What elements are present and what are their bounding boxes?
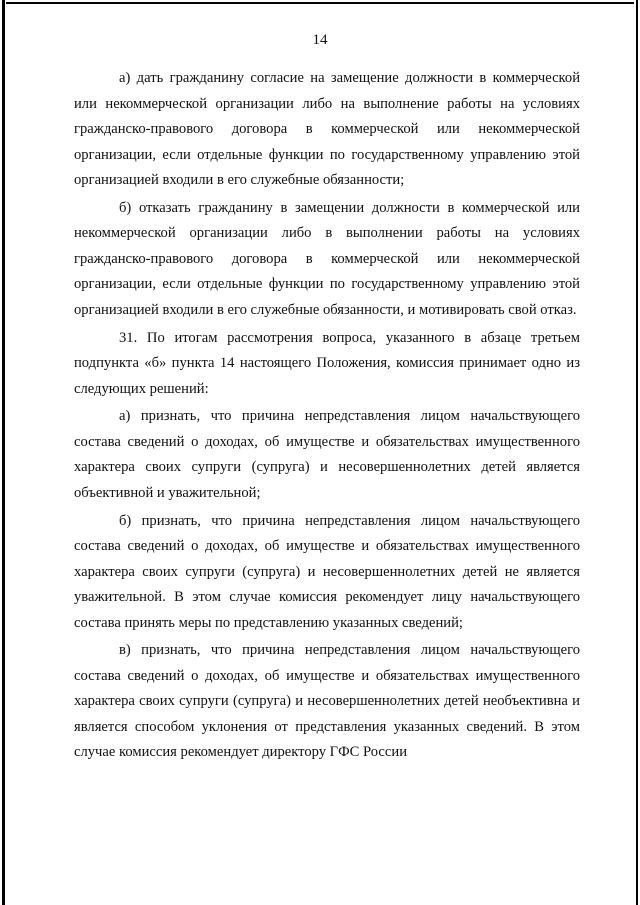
scan-border-right [636,0,638,905]
scan-border-top [6,2,634,4]
scan-border-left [2,0,5,905]
page-number: 14 [312,32,328,48]
paragraph-31v: в) признать, что причина непредставления лицом начальствующего состава сведений о доходах, об имуществе и обязательствах имущественного характера своих супруги (супруга) и несовершеннолетних детей необъективна и является способом уклонения от представления указанных сведений. В этом случае комиссия рекомендует директору ГФС России [74,642,580,761]
paragraph-30a: а) дать гражданину согласие на замещение должности в коммерческой или некоммерческой организации либо на выполнение работы на условиях гражданско-правового договора в коммерческой или некоммерческой организации, если отдельные функции по государственному управлению этой организацией входили в его служебные обязанности; [74,70,580,188]
document-body [74,66,580,768]
paragraph-31a: а) признать, что причина непредставления лицом начальствующего состава сведений о доходах, об имуществе и обязательствах имущественного характера своих супруги (супруга) и несовершеннолетних детей является объективной и уважительной; [74,408,580,501]
paragraph-30b: б) отказать гражданину в замещении должности в коммерческой или некоммерческой организации либо в выполнении работы на условиях гражданско-правового договора в коммерческой или некоммерческой организации, если отдельные функции по государственному управлению этой организацией входили в его служебные обязанности, и мотивировать свой отказ. [74,199,580,318]
paragraph-31b: б) признать, что причина непредставления лицом начальствующего состава сведений о доходах, об имуществе и обязательствах имущественного характера своих супруги (супруга) и несовершеннолетних детей не является уважительной. В этом случае комиссия рекомендует лицу начальствующего состава принять меры по представлению указанных сведений; [74,512,580,631]
paragraph-31: 31. По итогам рассмотрения вопроса, указанного в абзаце третьем подпункта «б» пункта 14 настоящего Положения, комиссия принимает одно из следующих решений: [74,329,580,397]
